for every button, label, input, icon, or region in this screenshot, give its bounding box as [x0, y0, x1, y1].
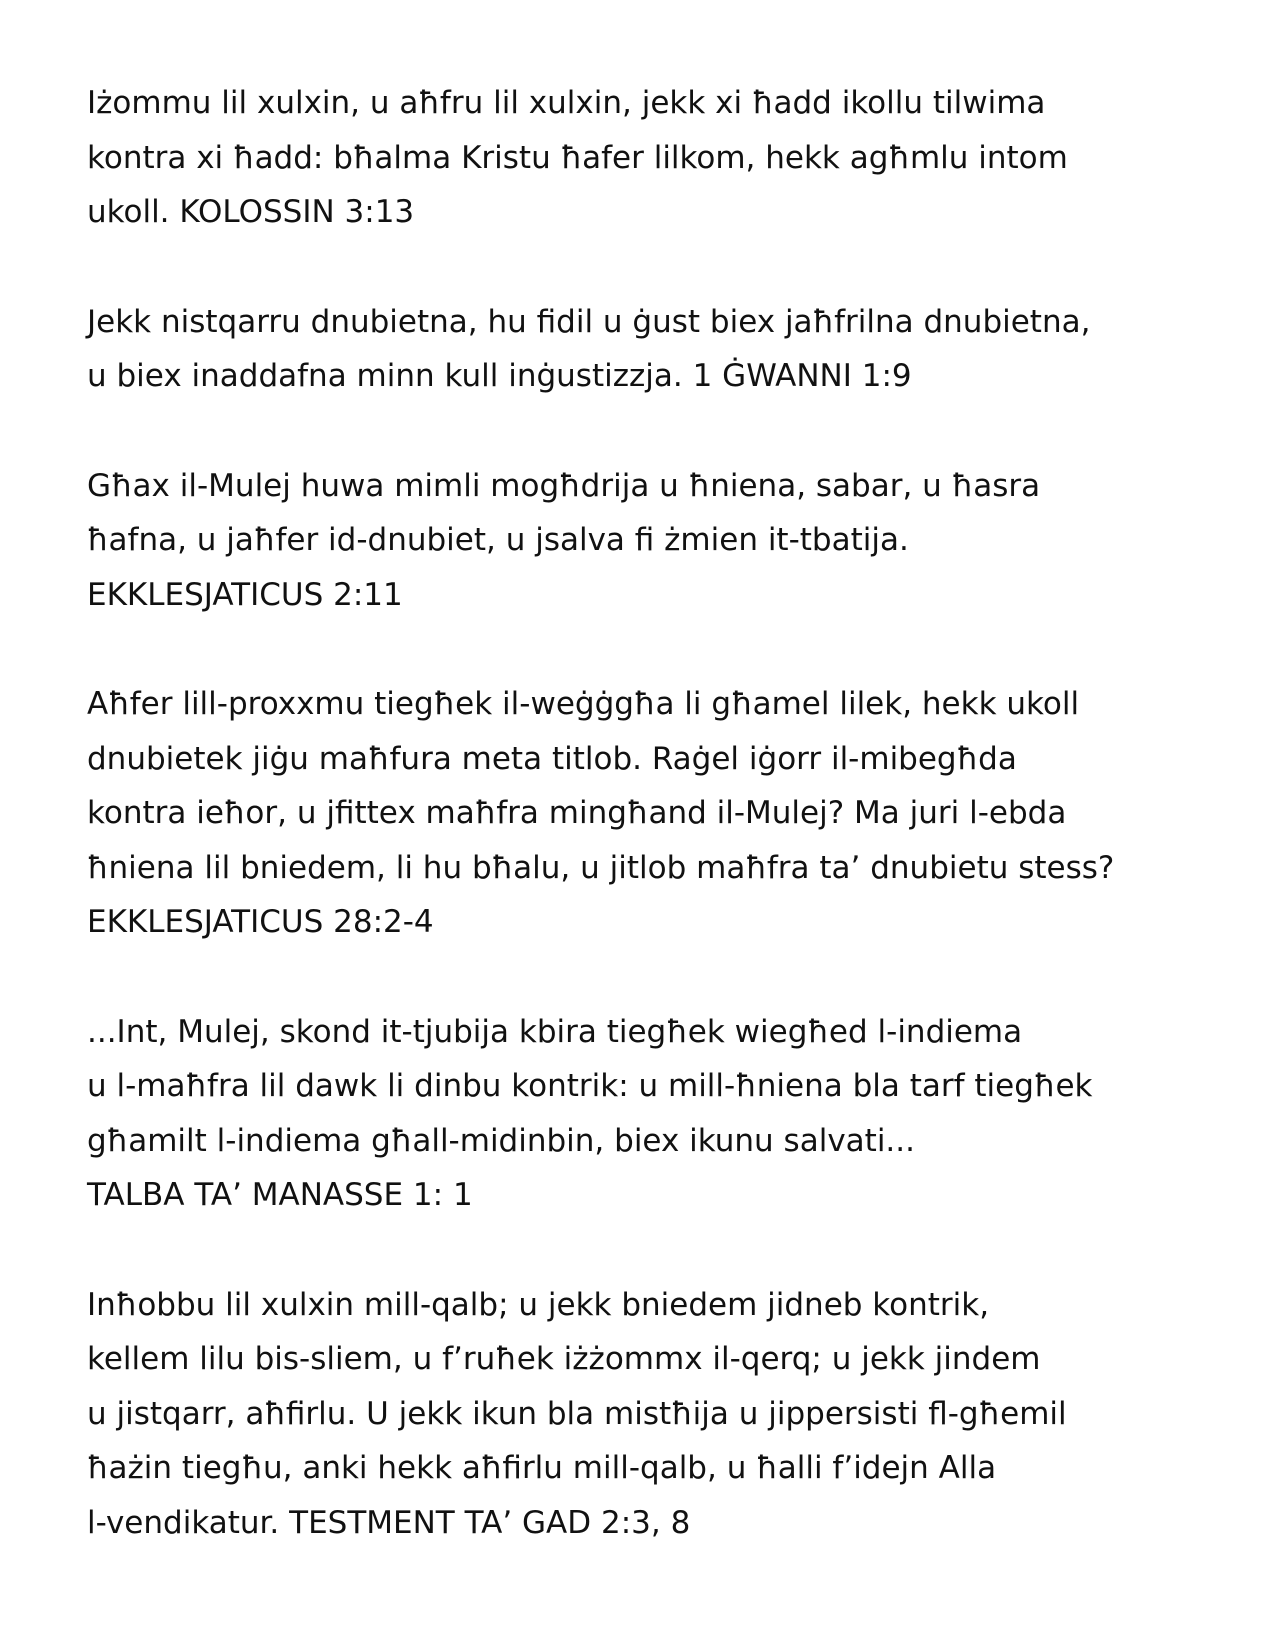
passage-colossians	[87, 76, 1237, 240]
passage-ecclesiasticus-28	[87, 677, 1237, 950]
passage-line: l-vendikatur. TESTMENT TA’ GAD 2:3, 8	[87, 1504, 691, 1541]
passage-line: Għax il-Mulej huwa mimli mogħdrija u ħniena, sabar, u ħasra	[87, 467, 1041, 504]
passage-line: u jistqarr, aħfirlu. U jekk ikun bla mistħija u jippersisti fl-għemil	[87, 1395, 1067, 1432]
passage-line: Iżommu lil xulxin, u aħfru lil xulxin, jekk xi ħadd ikollu tilwima	[87, 85, 1046, 121]
passage-line: kontra ieħor, u jfittex maħfra mingħand il-Mulej? Ma juri l-ebda	[87, 795, 1067, 831]
passage-line: ħniena lil bniedem, li hu bħalu, u jitlob maħfra ta’ dnubietu stess?	[87, 849, 1115, 886]
passage-line: għamilt l-indiema għall-midinbin, biex ikunu salvati...	[87, 1122, 915, 1159]
passage-line: Jekk nistqarru dnubietna, hu fidil u ġust biex jaħfrilna dnubietna,	[87, 303, 1091, 340]
passage-line: EKKLESJATICUS 28:2-4	[87, 904, 434, 940]
passage-line: u l-maħfra lil dawk li dinbu kontrik: u mill-ħniena bla tarf tiegħek	[87, 1068, 1093, 1104]
passage-testament-of-gad	[87, 1278, 1237, 1551]
passage-line: u biex inaddafna minn kull inġustizzja. 1 ĠWANNI 1:9	[87, 358, 912, 394]
passage-1-john	[87, 295, 1237, 404]
passage-ecclesiasticus-2	[87, 459, 1237, 623]
passage-line: ...Int, Mulej, skond it-tjubija kbira tiegħek wiegħed l-indiema	[87, 1013, 1023, 1050]
passage-line: Aħfer lill-proxxmu tiegħek il-weġġgħa li għamel lilek, hekk ukoll	[87, 686, 1080, 722]
passage-line: kontra xi ħadd: bħalma Kristu ħafer lilkom, hekk agħmlu intom	[87, 139, 1068, 176]
passage-line: ħafna, u jaħfer id-dnubiet, u jsalva fi żmien it-tbatija.	[87, 522, 909, 558]
passage-line: kellem lilu bis-sliem, u f’ruħek iżżommx il-qerq; u jekk jindem	[87, 1341, 1041, 1377]
passage-line: Inħobbu lil xulxin mill-qalb; u jekk bniedem jidneb kontrik,	[87, 1286, 990, 1323]
passage-line: dnubietek jiġu maħfura meta titlob. Raġel iġorr il-mibegħda	[87, 740, 1017, 777]
passage-prayer-of-manasseh	[87, 1005, 1237, 1223]
passage-line: ħażin tiegħu, anki hekk aħfirlu mill-qalb, u ħalli f’idejn Alla	[87, 1450, 997, 1486]
passage-line: EKKLESJATICUS 2:11	[87, 576, 403, 613]
passage-line: ukoll. KOLOSSIN 3:13	[87, 194, 415, 230]
scripture-passages	[87, 76, 1237, 1605]
passage-line: TALBA TA’ MANASSE 1: 1	[87, 1177, 473, 1213]
